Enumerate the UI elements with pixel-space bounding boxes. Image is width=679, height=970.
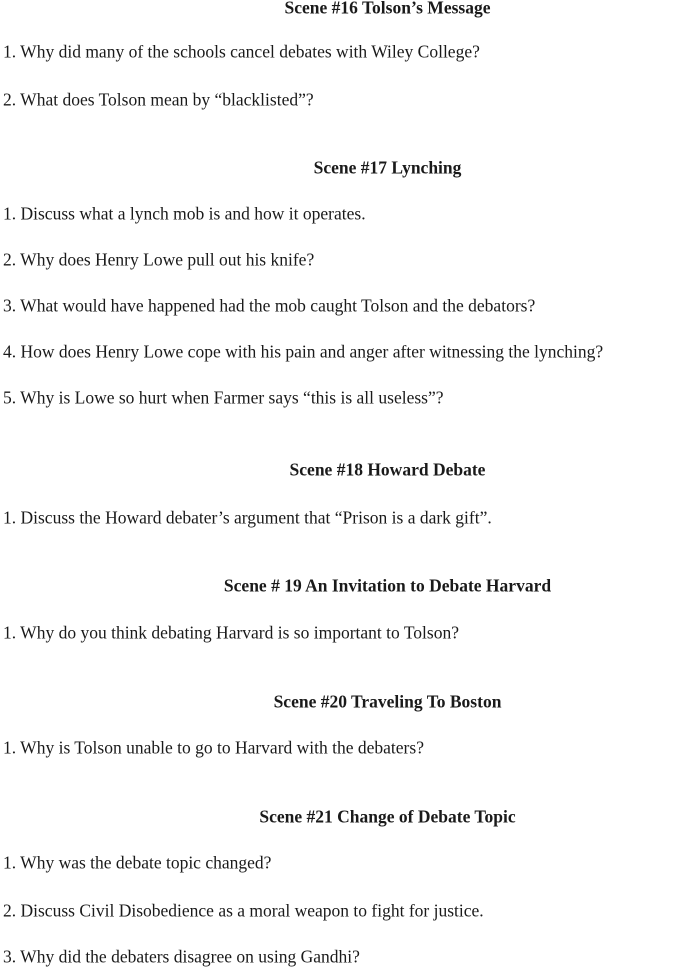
- section-heading-scene-20: Scene #20 Traveling To Boston: [273, 691, 502, 712]
- question-scene-17-2: 2. Why does Henry Lowe pull out his knife?: [3, 249, 315, 270]
- question-scene-17-3: 3. What would have happened had the mob caught Tolson and the debators?: [3, 295, 536, 316]
- section-heading-scene-16: Scene #16 Tolson’s Message: [284, 0, 491, 18]
- question-scene-18-1: 1. Discuss the Howard debater’s argument that “Prison is a dark gift”.: [3, 507, 492, 528]
- question-scene-21-2: 2. Discuss Civil Disobedience as a moral weapon to fight for justice.: [3, 900, 484, 921]
- question-scene-21-3: 3. Why did the debaters disagree on using Gandhi?: [3, 946, 360, 967]
- section-heading-scene-18: Scene #18 Howard Debate: [289, 459, 486, 480]
- question-scene-17-5: 5. Why is Lowe so hurt when Farmer says “this is all useless”?: [3, 387, 444, 408]
- section-heading-scene-21: Scene #21 Change of Debate Topic: [259, 806, 516, 827]
- section-heading-scene-17: Scene #17 Lynching: [313, 157, 462, 178]
- section-heading-scene-19: Scene # 19 An Invitation to Debate Harvard: [223, 575, 552, 596]
- question-scene-17-1: 1. Discuss what a lynch mob is and how it operates.: [3, 203, 366, 224]
- question-scene-21-1: 1. Why was the debate topic changed?: [3, 852, 272, 873]
- question-scene-16-2: 2. What does Tolson mean by “blacklisted”?: [3, 89, 314, 110]
- question-scene-20-1: 1. Why is Tolson unable to go to Harvard with the debaters?: [3, 737, 424, 758]
- question-scene-16-1: 1. Why did many of the schools cancel debates with Wiley College?: [3, 41, 480, 62]
- question-scene-17-4: 4. How does Henry Lowe cope with his pain and anger after witnessing the lynching?: [3, 341, 604, 362]
- question-scene-19-1: 1. Why do you think debating Harvard is so important to Tolson?: [3, 622, 459, 643]
